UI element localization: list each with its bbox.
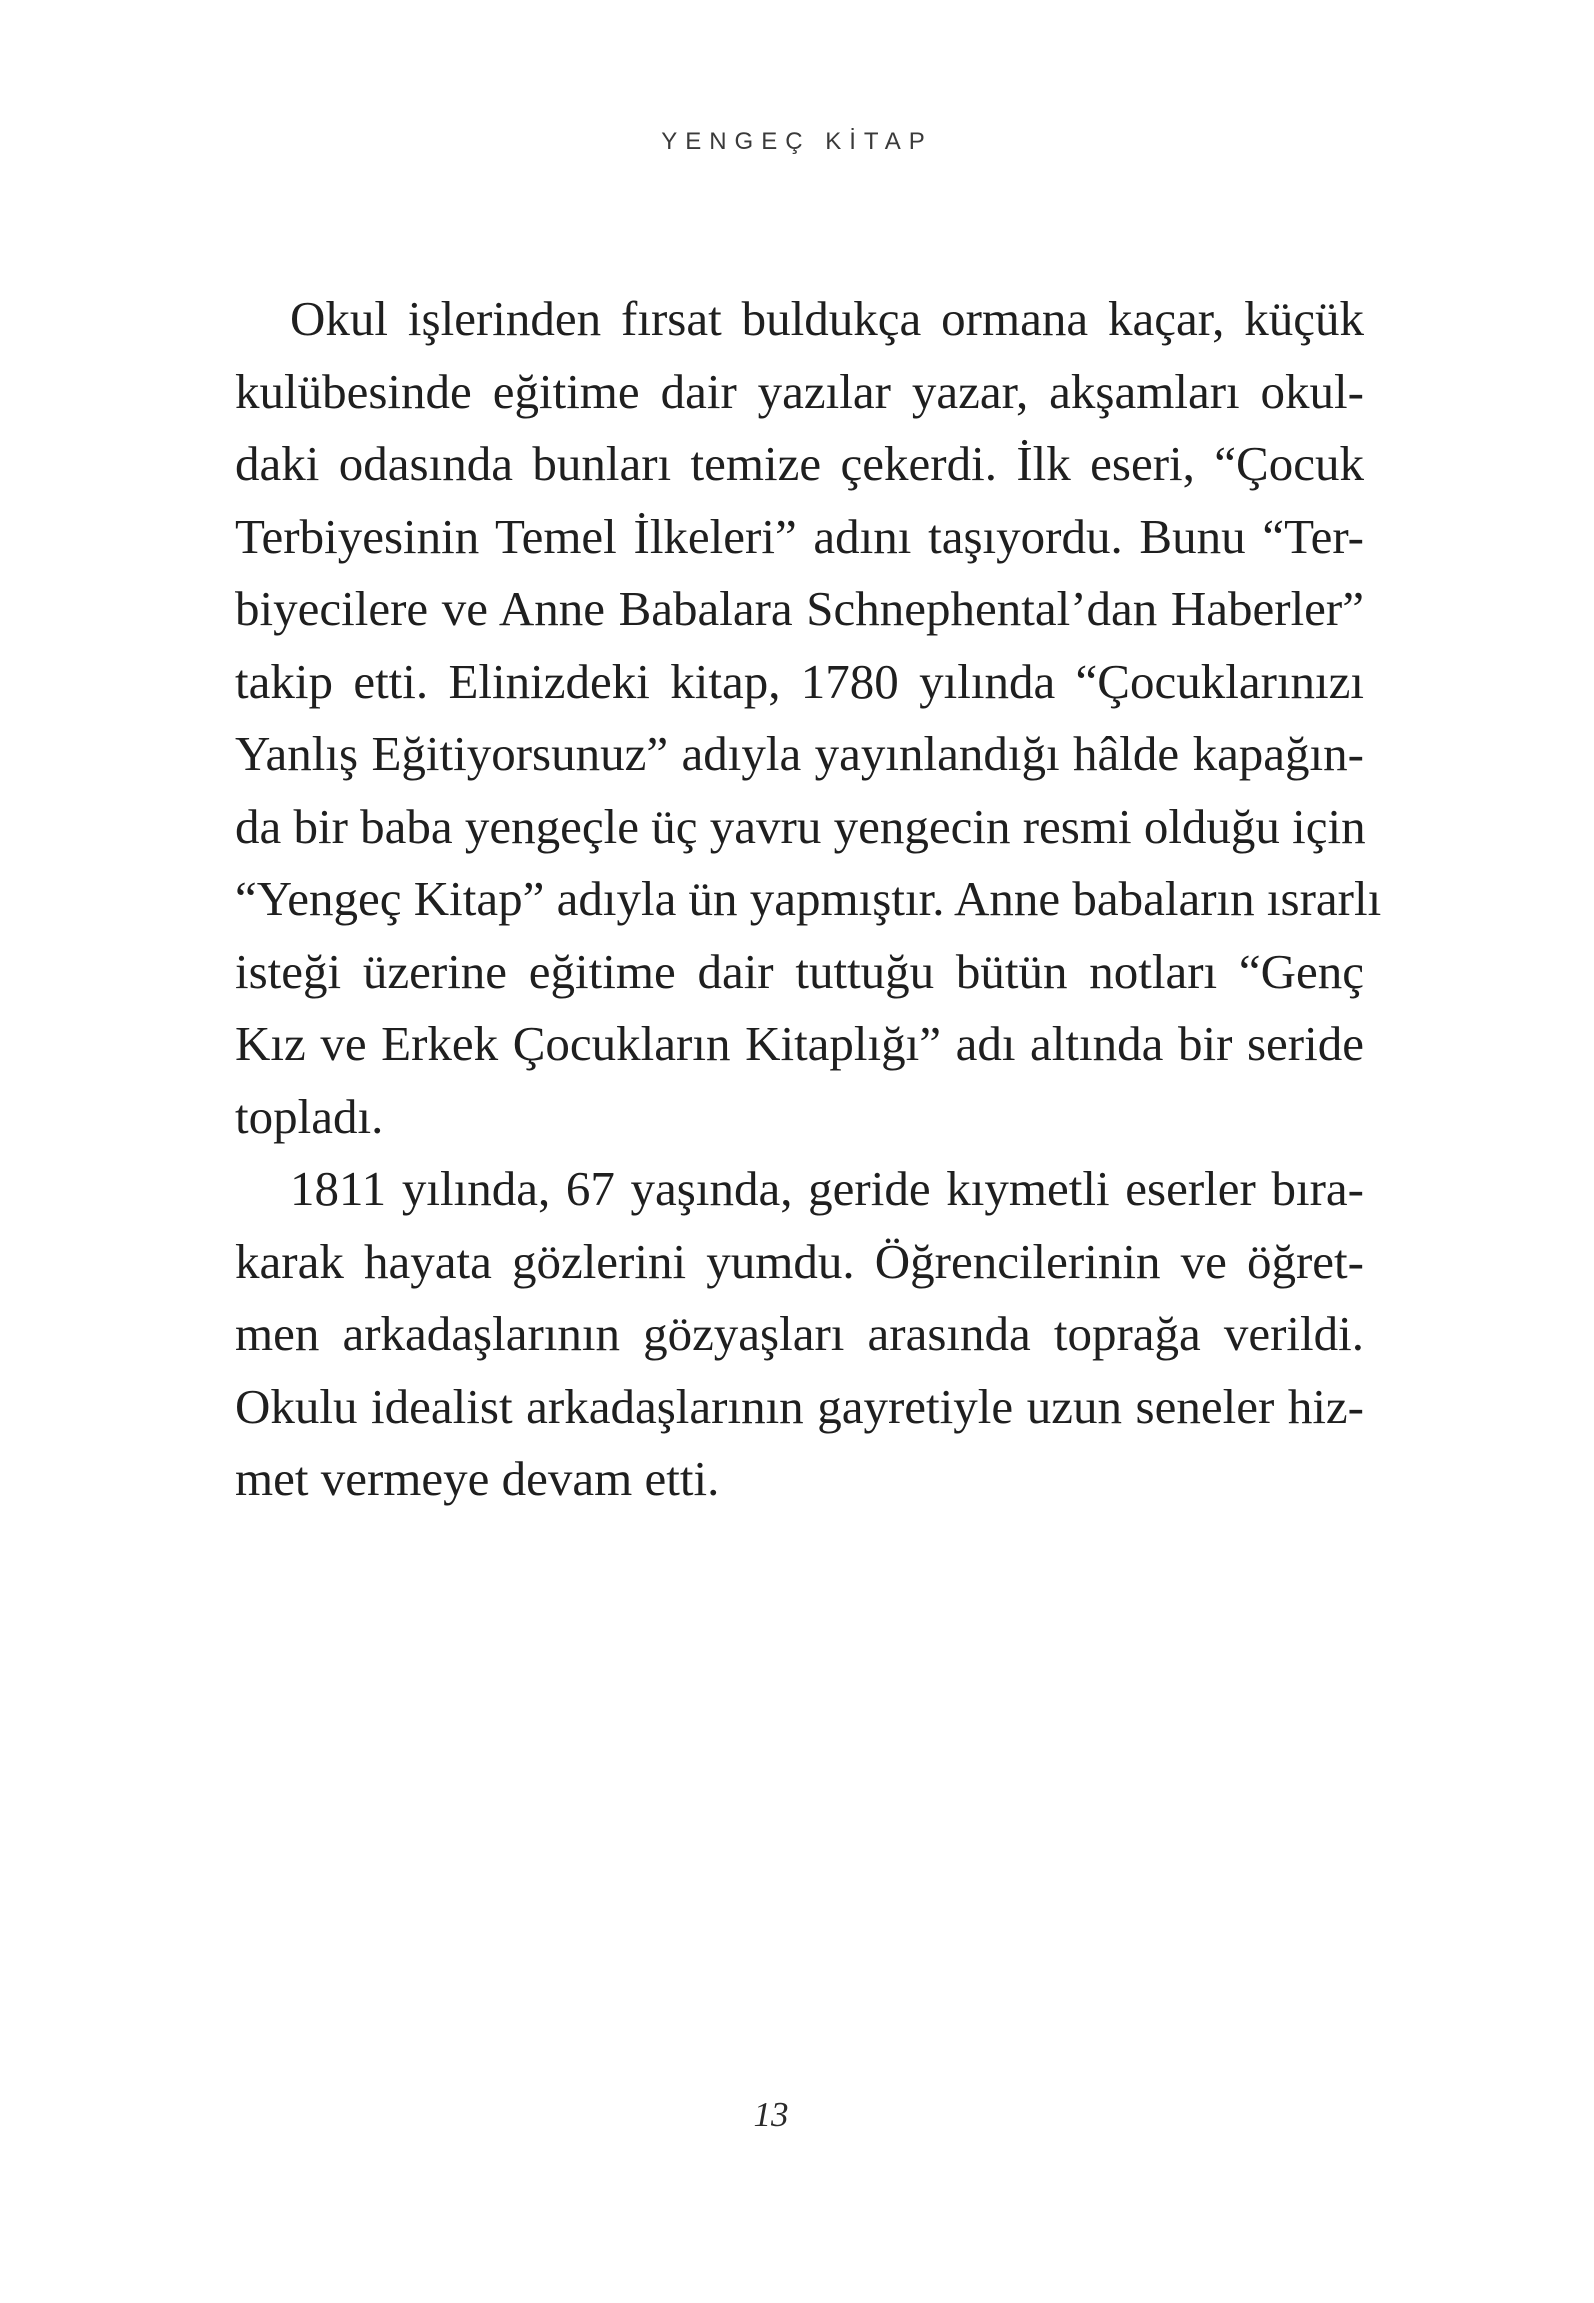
- text-line: Kız ve Erkek Çocukların Kitaplığı” adı altında bir seride: [235, 1016, 1364, 1071]
- running-header: YENGEÇ KİTAP: [661, 128, 933, 155]
- text-line: daki odasında bunları temize çekerdi. İlk eseri, “Çocuk: [235, 436, 1364, 491]
- text-line: Yanlış Eğitiyorsunuz” adıyla yayınlandığı hâlde kapağın-: [235, 726, 1364, 781]
- text-line: Terbiyesinin Temel İlkeleri” adını taşıyordu. Bunu “Ter-: [235, 508, 1364, 564]
- body-text: [180, 283, 1382, 1516]
- text-line: “Yengeç Kitap” adıyla ün yapmıştır. Anne babaların ısrarlı: [235, 871, 1382, 926]
- text-line: biyecilere ve Anne Babalara Schnephental’dan Haberler”: [235, 581, 1364, 636]
- text-line: Okulu idealist arkadaşlarının gayretiyle uzun seneler hiz-: [235, 1378, 1364, 1434]
- text-line: karak hayata gözlerini yumdu. Öğrencilerinin ve öğret-: [235, 1233, 1364, 1289]
- text-line: met vermeye devam etti.: [235, 1451, 720, 1506]
- text-line: isteği üzerine eğitime dair tuttuğu bütün notları “Genç: [235, 943, 1364, 999]
- text-line: 1811 yılında, 67 yaşında, geride kıymetli eserler bıra-: [290, 1161, 1364, 1216]
- text-line: da bir baba yengeçle üç yavru yengecin resmi olduğu için: [235, 798, 1366, 854]
- text-line: Okul işlerinden fırsat buldukça ormana kaçar, küçük: [290, 291, 1364, 346]
- text-line: takip etti. Elinizdeki kitap, 1780 yılında “Çocuklarınızı: [235, 653, 1364, 709]
- paragraph-2: [180, 1153, 1364, 1516]
- paragraph-1: [180, 283, 1382, 1153]
- page-number: 13: [753, 2095, 789, 2134]
- text-line: kulübesinde eğitime dair yazılar yazar, akşamları okul-: [235, 363, 1364, 419]
- text-line: men arkadaşlarının gözyaşları arasında toprağa verildi.: [235, 1306, 1364, 1361]
- text-line: topladı.: [235, 1088, 384, 1144]
